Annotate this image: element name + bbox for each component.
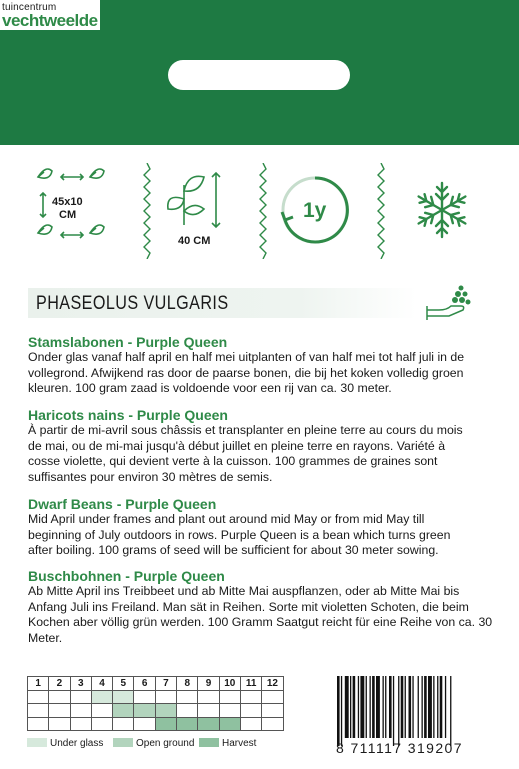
barcode-bar xyxy=(433,676,434,738)
legend-open-ground xyxy=(113,737,194,751)
calendar-cell xyxy=(262,704,283,718)
calendar-cell xyxy=(262,690,283,704)
hang-hole xyxy=(168,60,350,90)
barcode-digits: 8 711117 319207 xyxy=(336,740,463,756)
calendar-month-2: 2 xyxy=(49,677,70,691)
barcode-bar xyxy=(370,676,371,738)
barcode-bar xyxy=(422,676,423,738)
barcode-bar xyxy=(372,676,375,738)
calendar-cell xyxy=(177,690,198,704)
calendar-cell xyxy=(70,704,91,718)
barcode-bar xyxy=(418,676,419,738)
calendar-cell xyxy=(113,704,134,718)
calendar-row-harvest xyxy=(28,717,284,731)
calendar-cell xyxy=(134,690,155,704)
calendar-cell xyxy=(49,690,70,704)
calendar-cell xyxy=(198,704,219,718)
barcode-bar xyxy=(341,676,342,746)
divider-zigzag-1 xyxy=(141,163,153,259)
legend-label: Harvest xyxy=(222,738,257,749)
calendar-month-1: 1 xyxy=(28,677,49,691)
calendar-cell xyxy=(91,704,112,718)
legend-under-glass xyxy=(27,737,103,751)
calendar-month-9: 9 xyxy=(198,677,219,691)
calendar-cell xyxy=(155,690,176,704)
legend-swatch xyxy=(27,738,47,747)
calendar-cell xyxy=(28,690,49,704)
barcode-bar xyxy=(393,676,394,746)
calendar-month-4: 4 xyxy=(91,677,112,691)
species-title: PHASEOLUS VULGARIS xyxy=(36,293,229,314)
calendar-cell xyxy=(28,717,49,731)
calendar-cell xyxy=(155,717,176,731)
barcode-bar xyxy=(358,676,359,738)
legend-harvest xyxy=(199,737,256,751)
calendar-row-under_glass xyxy=(28,690,284,704)
calendar-cell xyxy=(28,704,49,718)
section-german xyxy=(28,568,498,646)
spacing-label-1: 45x10 xyxy=(52,196,83,208)
seeds-in-hand-icon xyxy=(425,280,473,322)
calendar-cell xyxy=(70,690,91,704)
calendar-row-open_ground xyxy=(28,704,284,718)
calendar-month-3: 3 xyxy=(70,677,91,691)
barcode-bar xyxy=(401,676,404,738)
barcode-bar xyxy=(398,676,399,746)
annual-label: 1y xyxy=(303,199,327,222)
spacing-icon xyxy=(28,155,113,265)
section-body: À partir de mi-avril sous châssis et transplanter en pleine terre au cours du mois de mai, ou de mi-mai jusqu'à début juillet en pleine terre en rayons. Variété à cosse violette, qui devient verte à la cuisson. 100 grammes de graines sont suffisantes pour environ 30 mètres de semis. xyxy=(28,423,463,484)
calendar-cell xyxy=(134,717,155,731)
packet-header xyxy=(0,0,519,145)
calendar-month-8: 8 xyxy=(177,677,198,691)
barcode-bar xyxy=(376,676,380,738)
height-label: 40 CM xyxy=(178,235,211,247)
calendar-cell xyxy=(91,690,112,704)
barcode-bar xyxy=(412,676,413,738)
calendar-cell xyxy=(219,690,240,704)
sowing-calendar xyxy=(27,676,285,731)
barcode-bar xyxy=(445,676,446,738)
calendar-month-11: 11 xyxy=(240,677,261,691)
calendar-cell xyxy=(198,717,219,731)
icon-row xyxy=(0,155,519,265)
barcode-bar xyxy=(383,676,384,738)
section-body: Ab Mitte April ins Treibbeet und ab Mitte Mai auspflanzen, oder ab Mitte Mai bis Anfang Juli ins Freiland. Man sät in Reihen. Sorte mit violetten Schoten, die beim Kochen aber völlig grün werden. 100 Gramm Saatgut reicht für eine Reihe von ca. 30 Meter. xyxy=(28,584,493,645)
brand-logo xyxy=(0,0,100,30)
calendar-cell xyxy=(113,690,134,704)
legend-label: Open ground xyxy=(136,738,195,749)
calendar-cell xyxy=(240,717,261,731)
barcode-bar xyxy=(437,676,438,738)
calendar-cell xyxy=(49,704,70,718)
spacing-label-2: CM xyxy=(59,209,77,221)
section-body: Mid April under frames and plant out around mid May or from mid May till beginning of July outdoors in rows. Purple Queen is a bean which turns green after boiling. 100 grams of seed will be sufficient for about 30 meter sowing. xyxy=(28,512,451,557)
divider-zigzag-2 xyxy=(257,163,269,259)
barcode-bar xyxy=(428,676,432,738)
calendar-month-10: 10 xyxy=(219,677,240,691)
calendar-cell xyxy=(219,717,240,731)
calendar-cell xyxy=(70,717,91,731)
legend-label: Under glass xyxy=(50,738,104,749)
calendar-cell xyxy=(219,704,240,718)
barcode-bar xyxy=(350,676,351,738)
section-dutch xyxy=(28,334,498,397)
calendar-cell xyxy=(177,704,198,718)
calendar-cell xyxy=(113,717,134,731)
section-title: Stamslabonen - Purple Queen xyxy=(28,334,228,350)
section-title: Dwarf Beans - Purple Queen xyxy=(28,496,217,512)
section-title: Buschbohnen - Purple Queen xyxy=(28,568,225,584)
calendar-cell xyxy=(49,717,70,731)
barcode-bar xyxy=(405,676,406,738)
snowflake-icon xyxy=(405,155,485,265)
calendar-cell xyxy=(198,690,219,704)
calendar-month-12: 12 xyxy=(262,677,283,691)
section-english xyxy=(28,496,498,559)
calendar-cell xyxy=(155,704,176,718)
barcode-bar xyxy=(450,676,451,746)
legend-swatch xyxy=(199,738,219,747)
brand-line-1: tuincentrum xyxy=(2,2,57,13)
plant-height-icon xyxy=(160,155,245,265)
barcode-bar xyxy=(440,676,443,738)
brand-line-2: vechtweelde xyxy=(2,11,98,30)
calendar-cell xyxy=(240,704,261,718)
legend-swatch xyxy=(113,738,133,747)
calendar-cell xyxy=(91,717,112,731)
barcode-bar xyxy=(360,676,364,738)
calendar-month-5: 5 xyxy=(113,677,134,691)
divider-zigzag-3 xyxy=(375,163,387,259)
section-title: Haricots nains - Purple Queen xyxy=(28,407,228,423)
section-french xyxy=(28,407,498,485)
calendar-month-7: 7 xyxy=(155,677,176,691)
calendar-cell xyxy=(134,704,155,718)
calendar-cell xyxy=(262,717,283,731)
barcode-bar xyxy=(409,676,412,738)
barcode-bar xyxy=(389,676,392,738)
calendar-month-6: 6 xyxy=(134,677,155,691)
calendar-cell xyxy=(177,717,198,731)
barcode-bar xyxy=(424,676,427,738)
barcode-bar xyxy=(366,676,367,738)
species-title-bar xyxy=(28,288,416,318)
section-body: Onder glas vanaf half april en half mei uitplanten of van half mei tot half juli in de vollegrond. Afwijkend ras door de paarse bonen, die bij het koken volledig groen kleuren. 100 gram zaad is voldoende voor een rij van ca. 30 meter. xyxy=(28,350,465,395)
barcode-bar xyxy=(353,676,356,738)
annual-icon xyxy=(277,155,357,265)
barcode-bar xyxy=(385,676,386,738)
barcode-bar xyxy=(345,676,349,738)
calendar-cell xyxy=(240,690,261,704)
calendar-legend xyxy=(27,737,347,751)
barcode-bar xyxy=(337,676,340,746)
